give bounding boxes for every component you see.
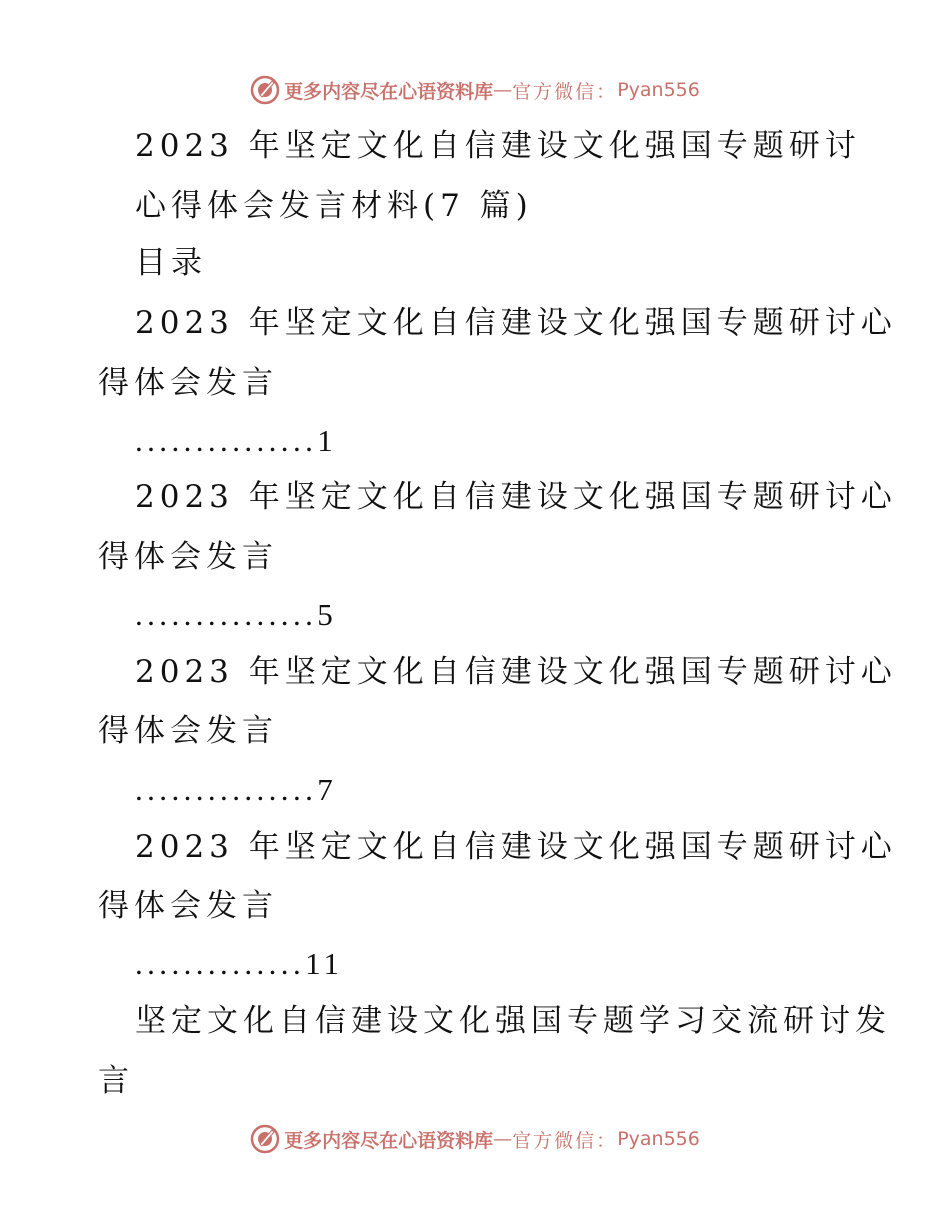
toc-entry-2-leader <box>135 595 337 635</box>
document-title-line-1: 2023 年坚定文化自信建设文化强国专题研讨 <box>135 128 861 164</box>
watermark-brand: 更多内容尽在心语资料库 <box>284 80 494 103</box>
toc-leader-dots: ............... <box>135 772 318 807</box>
toc-entry-3-leader <box>135 770 337 810</box>
toc-leader-dots: ............... <box>135 597 318 632</box>
toc-entry-5-title-line-1: 坚定文化自信建设文化强国专题学习交流研讨发 <box>135 1003 891 1039</box>
toc-entry-4-title-line-2: 得体会发言 <box>98 888 278 924</box>
watermark-separator: — <box>493 1128 513 1150</box>
watermark-wechat-label: 官方微信： <box>512 1129 618 1152</box>
toc-entry-2-title-line-2: 得体会发言 <box>98 539 278 575</box>
footer-watermark <box>0 1124 950 1154</box>
toc-entry-4-leader <box>135 944 343 984</box>
watermark-separator: — <box>493 79 513 101</box>
toc-entry-3-title-line-2: 得体会发言 <box>98 713 278 749</box>
toc-page-number: 11 <box>305 946 343 981</box>
toc-entry-1-title-line-1: 2023 年坚定文化自信建设文化强国专题研讨心 <box>135 305 897 341</box>
watermark-wechat-id: Pyan556 <box>617 79 700 101</box>
toc-entry-3-title-line-1: 2023 年坚定文化自信建设文化强国专题研讨心 <box>135 654 897 690</box>
watermark-brand: 更多内容尽在心语资料库 <box>284 1129 494 1152</box>
header-watermark <box>0 75 950 105</box>
toc-page-number: 7 <box>317 772 337 807</box>
pen-logo-icon <box>250 1124 280 1154</box>
watermark-wechat-label: 官方微信： <box>512 80 618 103</box>
toc-page-number: 1 <box>317 423 337 458</box>
toc-entry-1-title-line-2: 得体会发言 <box>98 365 278 401</box>
document-title-line-2: 心得体会发言材料(7 篇) <box>135 188 533 224</box>
toc-entry-4-title-line-1: 2023 年坚定文化自信建设文化强国专题研讨心 <box>135 829 897 865</box>
watermark-wechat-id: Pyan556 <box>617 1128 700 1150</box>
toc-entry-1-leader <box>135 421 337 461</box>
pen-logo-icon <box>250 75 280 105</box>
toc-leader-dots: .............. <box>135 946 306 981</box>
toc-heading: 目录 <box>135 245 207 281</box>
toc-leader-dots: ............... <box>135 423 318 458</box>
toc-entry-5-title-line-2: 言 <box>98 1063 134 1099</box>
toc-entry-2-title-line-1: 2023 年坚定文化自信建设文化强国专题研讨心 <box>135 479 897 515</box>
toc-page-number: 5 <box>317 597 337 632</box>
